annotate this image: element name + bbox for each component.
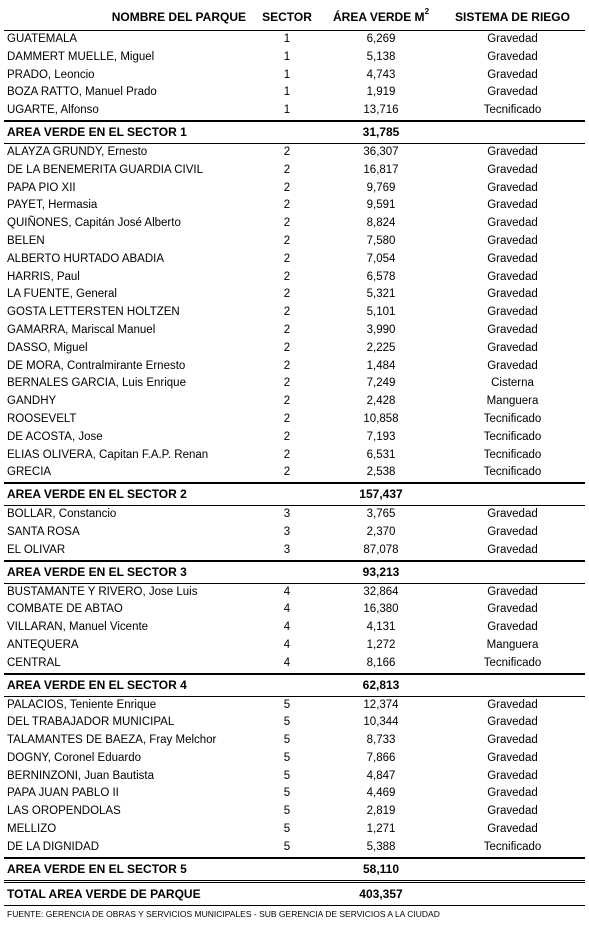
park-name: COMBATE DE ABTAO: [7, 603, 123, 616]
park-area: 9,591: [366, 199, 396, 212]
park-irrigation: Gravedad: [487, 751, 538, 764]
header-irrigation: SISTEMA DE RIEGO: [440, 4, 585, 31]
header-area: [322, 4, 440, 31]
park-name: CENTRAL: [7, 656, 61, 669]
park-name: LAS OROPENDOLAS: [7, 805, 121, 818]
park-sector: 3: [283, 543, 291, 556]
table-row: [4, 464, 585, 483]
park-irrigation: Gravedad: [487, 698, 538, 711]
park-area: 8,824: [366, 217, 396, 230]
park-name: GANDHY: [7, 395, 57, 408]
table-row: [4, 49, 585, 67]
park-name: BERNALES GARCIA, Luis Enrique: [7, 377, 186, 390]
park-sector: 2: [283, 145, 291, 158]
park-area: 7,249: [366, 377, 396, 390]
park-irrigation: Tecnificado: [483, 430, 542, 443]
sector-subtotal-empty: [440, 674, 585, 697]
sector-subtotal-row: [4, 121, 585, 144]
table-body: [4, 31, 585, 906]
park-sector: 2: [283, 377, 291, 390]
park-irrigation: Gravedad: [487, 199, 538, 212]
park-sector: 1: [283, 68, 291, 81]
park-irrigation: Tecnificado: [483, 412, 542, 425]
park-sector: 2: [283, 163, 291, 176]
park-sector: 2: [283, 395, 291, 408]
park-sector: 2: [283, 217, 291, 230]
park-sector: 5: [283, 787, 291, 800]
table-row: [4, 839, 585, 858]
park-irrigation: Gravedad: [487, 603, 538, 616]
grand-total-value: 403,357: [322, 881, 440, 905]
park-irrigation: Tecnificado: [483, 840, 542, 853]
park-sector: 1: [283, 50, 291, 63]
park-sector: 2: [283, 199, 291, 212]
park-name: DAMMERT MUELLE, Miguel: [7, 50, 155, 63]
park-irrigation: Gravedad: [487, 217, 538, 230]
park-irrigation: Cisterna: [491, 377, 534, 390]
park-sector: 1: [283, 86, 291, 99]
park-sector: 5: [283, 805, 291, 818]
table-row: [4, 732, 585, 750]
park-name: ELIAS OLIVERA, Capitan F.A.P. Renan: [7, 448, 209, 461]
park-name: DE ACOSTA, Jose: [7, 430, 103, 443]
table-row: [4, 411, 585, 429]
table-row: [4, 340, 585, 358]
park-irrigation: Gravedad: [487, 68, 538, 81]
park-name: DE LA BENEMERITA GUARDIA CIVIL: [7, 163, 203, 176]
park-sector: 2: [283, 270, 291, 283]
park-name: ALAYZA GRUNDY, Ernesto: [7, 145, 148, 158]
header-sector: SECTOR: [252, 4, 322, 31]
park-sector: 2: [283, 288, 291, 301]
park-area: 10,344: [363, 716, 399, 729]
park-irrigation: Gravedad: [487, 163, 538, 176]
park-irrigation: Gravedad: [487, 734, 538, 747]
park-irrigation: Gravedad: [487, 33, 538, 45]
park-irrigation: Gravedad: [487, 543, 538, 556]
park-irrigation: Tecnificado: [483, 656, 542, 669]
grand-total-empty: [440, 881, 585, 905]
grand-total-row: [4, 881, 585, 905]
park-name: GRECIA: [7, 466, 52, 479]
park-name: DEL TRABAJADOR MUNICIPAL: [7, 716, 175, 729]
table-row: [4, 31, 585, 49]
table-row: [4, 180, 585, 198]
header-park-name: NOMBRE DEL PARQUE: [4, 4, 252, 31]
park-sector: 2: [283, 466, 291, 479]
table-row: [4, 269, 585, 287]
park-area: 10,858: [363, 412, 399, 425]
park-sector: 5: [283, 823, 291, 836]
park-sector: 3: [283, 525, 291, 538]
parks-table-sheet: [4, 4, 585, 919]
park-name: BELEN: [7, 234, 45, 247]
table-row: [4, 286, 585, 304]
table-row: [4, 84, 585, 102]
sector-subtotal-empty: [440, 858, 585, 882]
park-sector: 2: [283, 323, 291, 336]
table-row: [4, 583, 585, 601]
park-area: 3,765: [366, 508, 396, 521]
park-sector: 4: [283, 656, 291, 669]
sector-subtotal-label: AREA VERDE EN EL SECTOR 5: [4, 858, 322, 882]
park-irrigation: Gravedad: [487, 234, 538, 247]
table-row: [4, 67, 585, 85]
sector-subtotal-row: [4, 674, 585, 697]
park-area: 1,272: [366, 638, 396, 651]
park-name: UGARTE, Alfonso: [7, 104, 99, 117]
park-irrigation: Manguera: [486, 395, 539, 408]
table-row: [4, 215, 585, 233]
park-sector: 2: [283, 430, 291, 443]
park-area: 2,428: [366, 395, 396, 408]
header-area-superscript: 2: [424, 7, 430, 16]
park-irrigation: Gravedad: [487, 341, 538, 354]
park-irrigation: Gravedad: [487, 716, 538, 729]
park-name: BERNINZONI, Juan Bautista: [7, 769, 154, 782]
park-area: 4,847: [366, 769, 396, 782]
park-sector: 4: [283, 638, 291, 651]
sector-subtotal-label: AREA VERDE EN EL SECTOR 1: [4, 121, 322, 144]
park-sector: 1: [283, 104, 291, 117]
park-name: VILLARAN, Manuel Vicente: [7, 621, 149, 634]
park-area: 8,733: [366, 734, 396, 747]
park-irrigation: Gravedad: [487, 585, 538, 598]
table-row: [4, 162, 585, 180]
park-irrigation: Tecnificado: [483, 466, 542, 479]
park-name: ANTEQUERA: [7, 638, 79, 651]
park-name: PAPA JUAN PABLO II: [7, 787, 119, 800]
table-row: [4, 358, 585, 376]
park-name: ROOSEVELT: [7, 412, 77, 425]
park-name: PAPA PIO XII: [7, 181, 76, 194]
park-area: 7,054: [366, 252, 396, 265]
park-name: BOLLAR, Constancio: [7, 508, 117, 521]
park-name: LA FUENTE, General: [7, 288, 117, 301]
park-name: PRADO, Leoncio: [7, 68, 95, 81]
table-row: [4, 750, 585, 768]
park-sector: 2: [283, 234, 291, 247]
park-area: 1,919: [366, 86, 396, 99]
park-irrigation: Gravedad: [487, 181, 538, 194]
parks-table: [4, 4, 585, 906]
sector-subtotal-label: AREA VERDE EN EL SECTOR 3: [4, 561, 322, 584]
park-area: 2,370: [366, 525, 396, 538]
park-name: HARRIS, Paul: [7, 270, 80, 283]
table-row: [4, 447, 585, 465]
park-irrigation: Tecnificado: [483, 104, 542, 117]
park-irrigation: Gravedad: [487, 787, 538, 800]
park-sector: 5: [283, 840, 291, 853]
sector-subtotal-empty: [440, 561, 585, 584]
park-name: DE MORA, Contralmirante Ernesto: [7, 359, 186, 372]
park-area: 1,271: [366, 823, 396, 836]
table-row: [4, 803, 585, 821]
table-row: [4, 506, 585, 524]
park-irrigation: Gravedad: [487, 252, 538, 265]
sector-subtotal-label: AREA VERDE EN EL SECTOR 2: [4, 483, 322, 506]
park-name: EL OLIVAR: [7, 543, 66, 556]
sector-subtotal-empty: [440, 121, 585, 144]
table-row: [4, 785, 585, 803]
park-name: DASSO, Miguel: [7, 341, 88, 354]
park-area: 8,166: [366, 656, 396, 669]
table-row: [4, 143, 585, 161]
park-sector: 2: [283, 341, 291, 354]
park-area: 2,538: [366, 466, 396, 479]
table-row: [4, 696, 585, 714]
park-irrigation: Gravedad: [487, 323, 538, 336]
table-row: [4, 322, 585, 340]
park-name: GAMARRA, Mariscal Manuel: [7, 323, 156, 336]
table-row: [4, 304, 585, 322]
park-area: 16,817: [363, 163, 399, 176]
sector-subtotal-label: AREA VERDE EN EL SECTOR 4: [4, 674, 322, 697]
park-area: 32,864: [363, 585, 399, 598]
table-row: [4, 768, 585, 786]
park-name: DOGNY, Coronel Eduardo: [7, 751, 142, 764]
header-area-label: ÁREA VERDE M: [332, 10, 425, 24]
park-area: 4,131: [366, 621, 396, 634]
park-area: 13,716: [363, 104, 399, 117]
park-name: PAYET, Hermasia: [7, 199, 98, 212]
park-irrigation: Gravedad: [487, 270, 538, 283]
park-area: 9,769: [366, 181, 396, 194]
table-row: [4, 429, 585, 447]
table-row: [4, 637, 585, 655]
park-irrigation: Tecnificado: [483, 448, 542, 461]
park-area: 6,531: [366, 448, 396, 461]
park-irrigation: Manguera: [486, 638, 539, 651]
park-area: 87,078: [363, 543, 399, 556]
table-row: [4, 714, 585, 732]
park-name: GOSTA LETTERSTEN HOLTZEN: [7, 306, 180, 319]
sector-subtotal-value: 58,110: [322, 858, 440, 882]
park-irrigation: Gravedad: [487, 86, 538, 99]
park-sector: 3: [283, 508, 291, 521]
park-sector: 4: [283, 603, 291, 616]
grand-total-label: TOTAL AREA VERDE DE PARQUE: [4, 881, 322, 905]
park-area: 5,321: [366, 288, 396, 301]
table-row: [4, 542, 585, 561]
park-name: PALACIOS, Teniente Enrique: [7, 698, 157, 711]
park-sector: 4: [283, 621, 291, 634]
park-sector: 2: [283, 252, 291, 265]
source-note: FUENTE: GERENCIA DE OBRAS Y SERVICIOS MUNICIPALES - SUB GERENCIA DE SERVICIOS A LA CIUDAD: [7, 908, 440, 919]
park-area: 4,469: [366, 787, 396, 800]
park-area: 1,484: [366, 359, 396, 372]
park-name: BUSTAMANTE Y RIVERO, Jose Luis: [7, 585, 198, 598]
park-name: ALBERTO HURTADO ABADIA: [7, 252, 165, 265]
park-irrigation: Gravedad: [487, 145, 538, 158]
park-sector: 5: [283, 698, 291, 711]
table-row: [4, 655, 585, 674]
table-row: [4, 102, 585, 121]
table-row: [4, 197, 585, 215]
sector-subtotal-row: [4, 858, 585, 882]
park-sector: 5: [283, 769, 291, 782]
park-area: 2,225: [366, 341, 396, 354]
park-name: BOZA RATTO, Manuel Prado: [7, 86, 157, 99]
park-area: 7,193: [366, 430, 396, 443]
sector-subtotal-value: 31,785: [322, 121, 440, 144]
park-area: 5,101: [366, 306, 396, 319]
sector-subtotal-row: [4, 483, 585, 506]
sector-subtotal-row: [4, 561, 585, 584]
park-name: MELLIZO: [7, 823, 57, 836]
park-area: 6,269: [366, 33, 396, 45]
park-area: 3,990: [366, 323, 396, 336]
park-area: 7,580: [366, 234, 396, 247]
park-irrigation: Gravedad: [487, 621, 538, 634]
park-sector: 1: [283, 33, 291, 45]
park-irrigation: Gravedad: [487, 823, 538, 836]
park-area: 7,866: [366, 751, 396, 764]
park-name: GUATEMALA: [7, 33, 78, 45]
sector-subtotal-value: 62,813: [322, 674, 440, 697]
table-row: [4, 233, 585, 251]
sector-subtotal-value: 157,437: [322, 483, 440, 506]
table-row: [4, 393, 585, 411]
park-sector: 2: [283, 359, 291, 372]
table-header-row: [4, 4, 585, 31]
park-name: SANTA ROSA: [7, 525, 80, 538]
park-sector: 2: [283, 448, 291, 461]
park-name: DE LA DIGNIDAD: [7, 840, 100, 853]
park-area: 5,388: [366, 840, 396, 853]
park-irrigation: Gravedad: [487, 306, 538, 319]
park-irrigation: Gravedad: [487, 525, 538, 538]
park-name: QUIÑONES, Capitán José Alberto: [7, 217, 181, 230]
park-area: 2,819: [366, 805, 396, 818]
park-area: 36,307: [363, 145, 399, 158]
sector-subtotal-value: 93,213: [322, 561, 440, 584]
table-row: [4, 601, 585, 619]
park-irrigation: Gravedad: [487, 769, 538, 782]
park-irrigation: Gravedad: [487, 359, 538, 372]
park-sector: 2: [283, 306, 291, 319]
park-area: 6,578: [366, 270, 396, 283]
park-irrigation: Gravedad: [487, 508, 538, 521]
park-area: 5,138: [366, 50, 396, 63]
table-row: [4, 251, 585, 269]
park-sector: 5: [283, 751, 291, 764]
table-row: [4, 821, 585, 839]
park-sector: 5: [283, 734, 291, 747]
park-name: TALAMANTES DE BAEZA, Fray Melchor: [7, 734, 217, 747]
park-sector: 2: [283, 412, 291, 425]
park-area: 12,374: [363, 698, 399, 711]
park-irrigation: Gravedad: [487, 50, 538, 63]
park-sector: 4: [283, 585, 291, 598]
park-sector: 2: [283, 181, 291, 194]
park-irrigation: Gravedad: [487, 288, 538, 301]
table-row: [4, 375, 585, 393]
sector-subtotal-empty: [440, 483, 585, 506]
table-row: [4, 619, 585, 637]
park-area: 4,743: [366, 68, 396, 81]
park-irrigation: Gravedad: [487, 805, 538, 818]
park-sector: 5: [283, 716, 291, 729]
park-area: 16,380: [363, 603, 399, 616]
table-row: [4, 524, 585, 542]
